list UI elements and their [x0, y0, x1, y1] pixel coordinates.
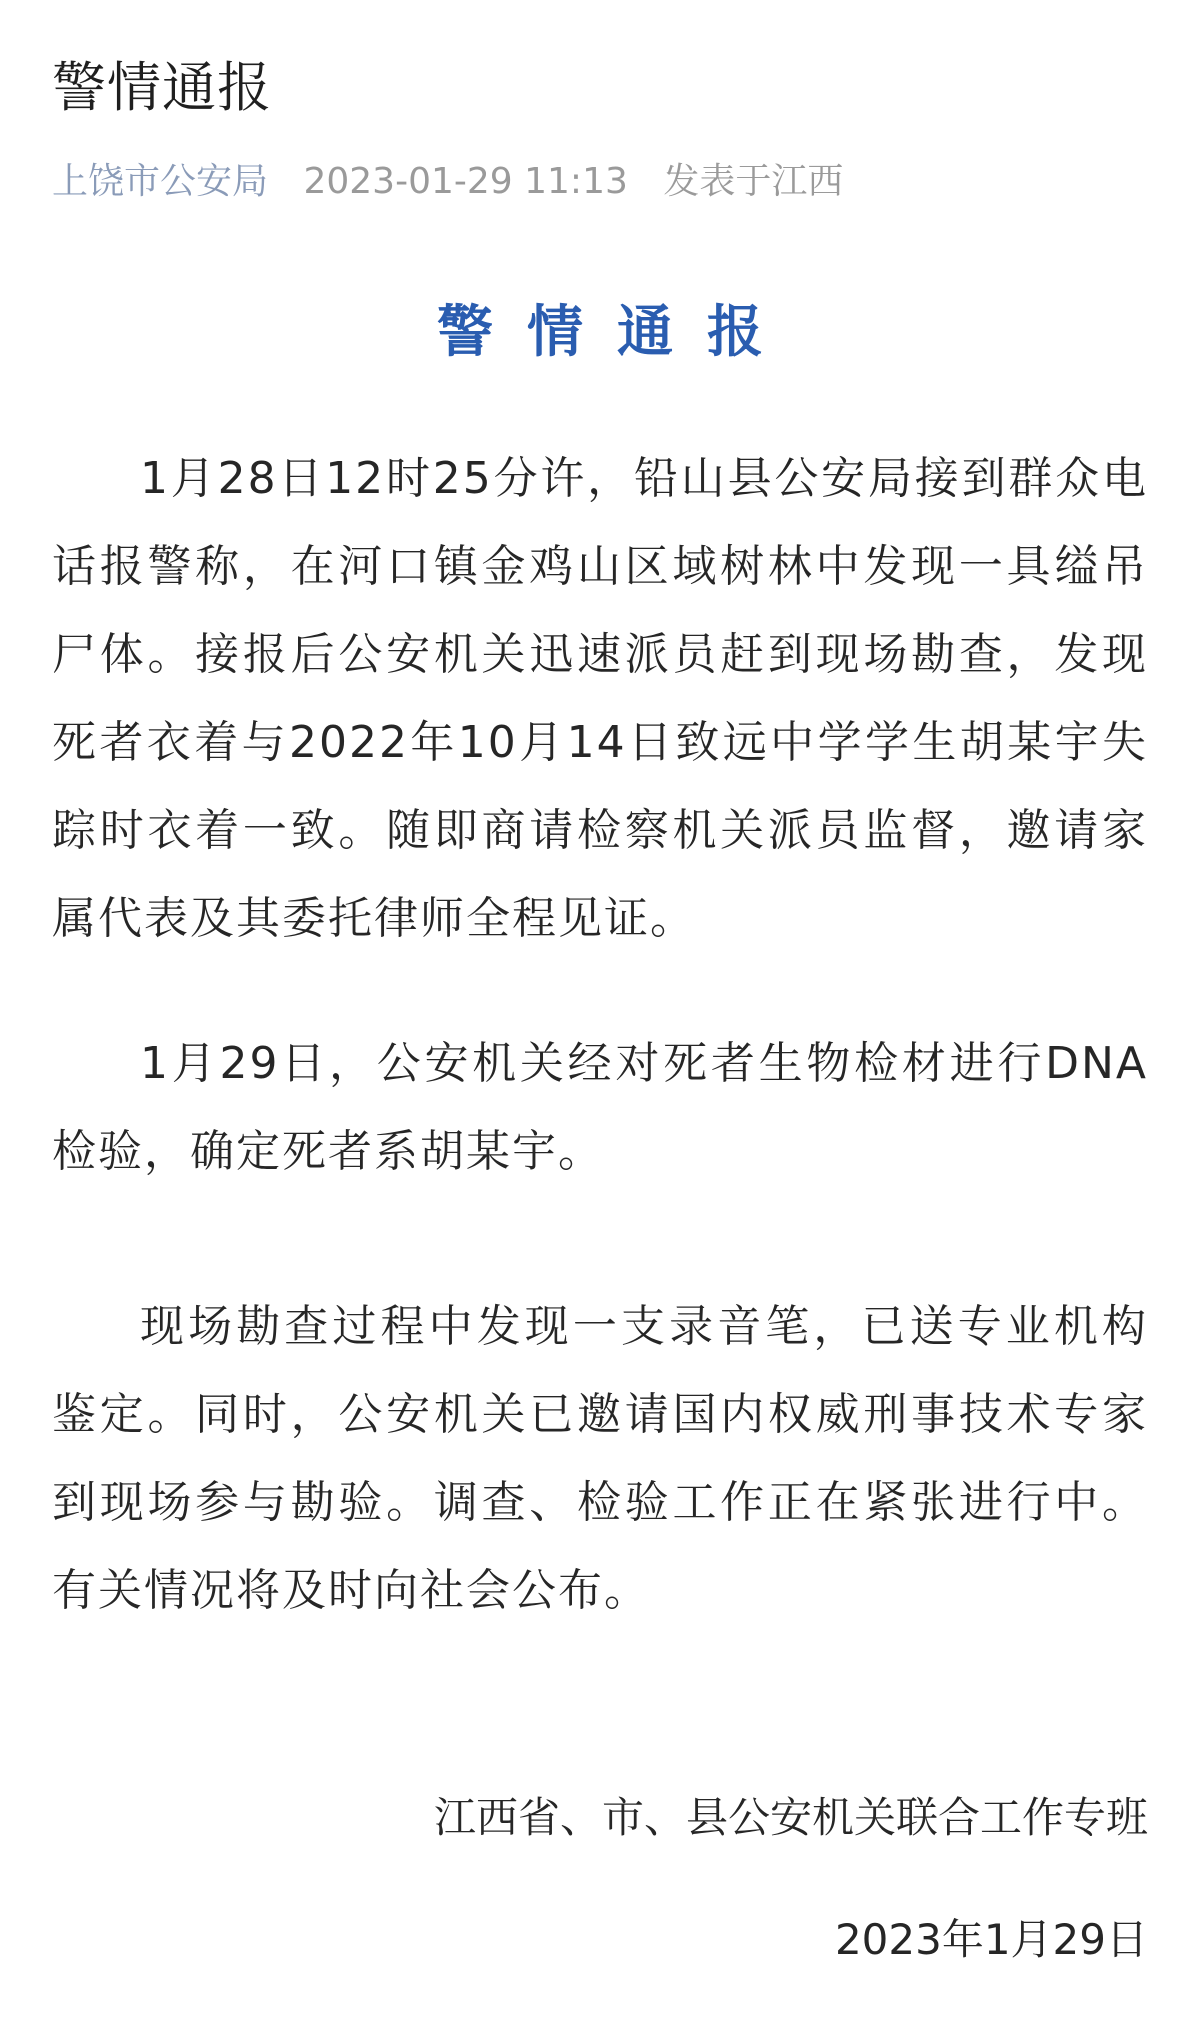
article-author-link[interactable]: 上饶市公安局: [52, 161, 269, 202]
notice-paragraph: 1月29日，公安机关经对死者生物检材进行DNA检验，确定死者系胡某宇。: [52, 1038, 1148, 1177]
article-meta: [52, 160, 867, 204]
notice-signature: 江西省、市、县公安机关联合工作专班: [433, 1793, 1148, 1842]
article-title: 警情通报: [52, 56, 272, 119]
notice-paragraph: 1月28日12时25分许，铅山县公安局接到群众电话报警称，在河口镇金鸡山区域树林中发现一具缢吊尸体。接报后公安机关迅速派员赶到现场勘查，发现死者衣着与2022年10月14日致远中学学生胡某宇失踪时衣着一致。随即商请检察机关派员监督，邀请家属代表及其委托律师全程见证。: [52, 453, 1148, 944]
notice-paragraph: 现场勘查过程中发现一支录音笔，已送专业机构鉴定。同时，公安机关已邀请国内权威刑事技术专家到现场参与勘验。调查、检验工作正在紧张进行中。有关情况将及时向社会公布。: [52, 1301, 1148, 1616]
notice-heading: 警情通报: [437, 300, 797, 365]
article-location: 发表于江西: [663, 161, 844, 202]
article-datetime: 2023-01-29 11:13: [303, 161, 628, 202]
notice-date: 2023年1月29日: [834, 1915, 1148, 1964]
